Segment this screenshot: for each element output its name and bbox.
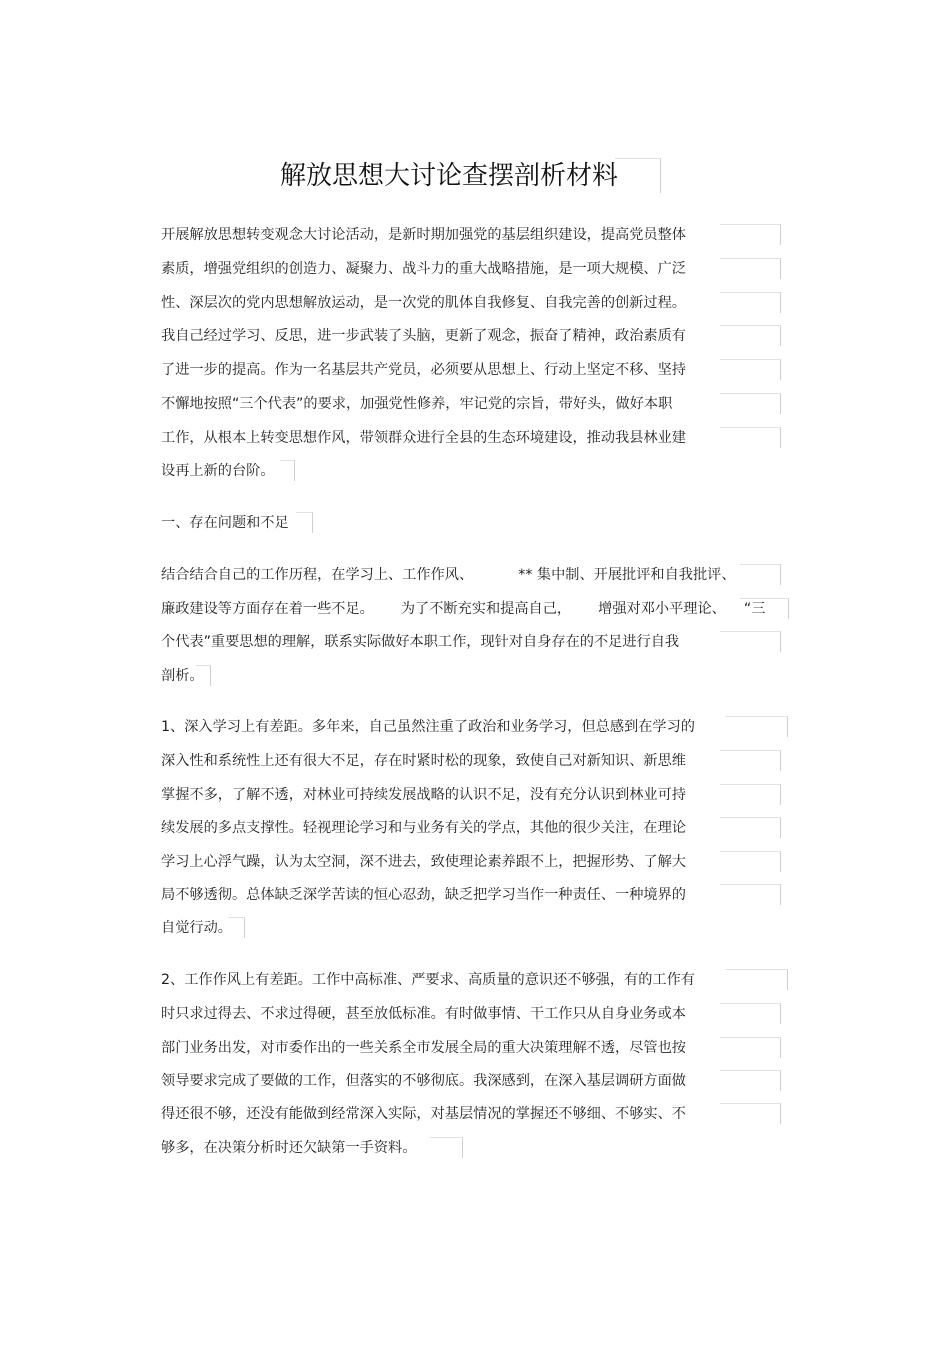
line-frame-mark [720,427,781,448]
line-frame-mark [720,1003,781,1024]
page-title: 解放思想大讨论查摆剖析材料 [280,161,619,191]
point2-line: 2、工作作风上有差距。工作中高标准、严要求、高质量的意识还不够强，有的工作有 [161,972,695,988]
line-frame-mark [725,969,788,990]
line-frame-mark [720,359,781,380]
line-frame-mark [720,1070,781,1091]
line-frame-mark [228,917,245,938]
intro-line: 工作，从根本上转变思想作风，带领群众进行全县的生态环境建设，推动我县林业建 [161,430,686,446]
section-intro-line: 廉政建设等方面存在着一些不足。 为了不断充实和提高自己， 增强对邓小平理论、 “三 [161,601,766,617]
section-intro-line: 结合结合自己的工作历程，在学习上、工作作风、 ** 集中制、开展批评和自我批评、 [161,567,736,583]
line-frame-mark [196,665,211,686]
section-heading: 一、存在问题和不足 [161,515,289,531]
section-intro-line: 个代表”重要思想的理解，联系实际做好本职工作，现针对自身存在的不足进行自我 [161,634,680,650]
line-frame-mark [720,224,781,245]
intro-line: 素质，增强党组织的创造力、凝聚力、战斗力的重大战略措施，是一项大规模、广泛 [161,261,686,277]
section-intro-line: 剖析。 [161,668,204,684]
line-frame-mark [740,598,789,619]
point2-line: 领导要求完成了要做的工作，但落实的不够彻底。我深感到，在深入基层调研方面做 [161,1073,686,1089]
point2-line: 时只求过得去、不求过得硬，甚至放低标准。有时做事情、干工作只从自身业务或本 [161,1006,686,1022]
point1-line: 自觉行动。 [161,920,232,936]
line-frame-mark [720,393,781,414]
intro-line: 性、深层次的党内思想解放运动，是一次党的肌体自我修复、自我完善的创新过程。 [161,295,686,311]
line-frame-mark [720,631,781,652]
line-frame-mark [720,784,781,805]
line-frame-mark [725,716,788,737]
line-frame-mark [296,512,313,533]
point2-line: 得还很不够，还没有能做到经常深入实际，对基层情况的掌握还不够细、不够实、不 [161,1106,686,1122]
point1-line: 学习上心浮气躁，认为太空洞，深不进去，致使理论素养跟不上，把握形势、了解大 [161,854,686,870]
point1-line: 续发展的多点支撑性。轻视理论学习和与业务有关的学点，其他的很少关注，在理论 [161,820,686,836]
line-frame-mark [720,1037,781,1058]
intro-line: 设再上新的台阶。 [161,463,275,479]
point1-line: 深入性和系统性上还有很大不足，存在时紧时松的现象，致使自己对新知识、新思维 [161,753,686,769]
intro-line: 不懈地按照“三个代表”的要求，加强党性修养，牢记党的宗旨，带好头，做好本职 [161,396,673,412]
point1-line: 局不够透彻。总体缺乏深学苦读的恒心忍劲，缺乏把学习当作一种责任、一种境界的 [161,887,686,903]
line-frame-mark [720,1103,781,1124]
line-frame-mark [720,258,781,279]
intro-line: 我自己经过学习、反思，进一步武装了头脑，更新了观念，振奋了精神，政治素质有 [161,328,686,344]
point1-line: 1、深入学习上有差距。多年来，自己虽然注重了政治和业务学习，但总感到在学习的 [161,719,695,735]
line-frame-mark [720,851,781,872]
point2-line: 部门业务出发，对市委作出的一些关系全市发展全局的重大决策理解不透，尽管也按 [161,1040,686,1056]
intro-line: 开展解放思想转变观念大讨论活动，是新时期加强党的基层组织建设，提高党员整体 [161,227,686,243]
line-frame-mark [720,750,781,771]
line-frame-mark [720,292,781,313]
line-frame-mark [740,564,781,585]
intro-line: 了进一步的提高。作为一名基层共产党员，必须要从思想上、行动上坚定不移、坚持 [161,362,686,378]
line-frame-mark [720,884,781,905]
point1-line: 掌握不多，了解不透，对林业可持续发展战略的认识不足，没有充分认识到林业可持 [161,787,686,803]
line-frame-mark [430,1137,463,1158]
point2-line: 够多，在决策分析时还欠缺第一手资料。 [161,1140,417,1156]
line-frame-mark [720,325,781,346]
line-frame-mark [720,817,781,838]
line-frame-mark [280,460,295,481]
